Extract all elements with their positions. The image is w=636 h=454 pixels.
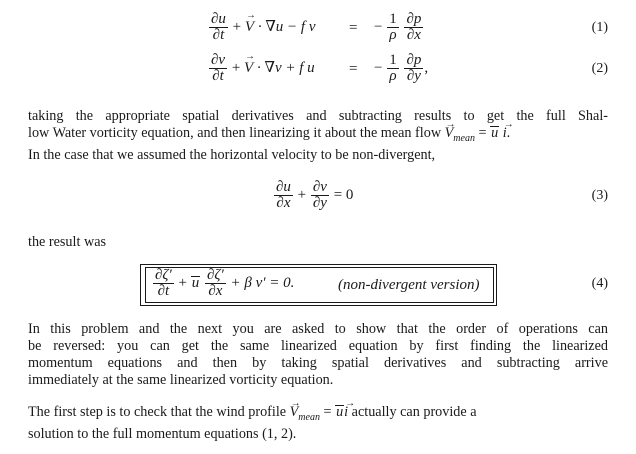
equals-sign: =	[349, 61, 358, 77]
equation-1-rhs: − $\frac{1}{\rho}$ $\frac{\partial p}{\partial x}$	[374, 11, 422, 43]
velocity-vector: → V	[244, 60, 253, 77]
partial-v-over-t: $\frac{\partial v}{\partial t}$	[211, 52, 226, 84]
paragraph-2: In this problem and the next you are asked to show that the order of operations can be reversed: you can get the same linearized equation by first finding the linearized momentum equations and then by taking spatial derivatives and subtracting arrive immediately at the same linearized vorticity equation.	[28, 321, 608, 388]
equation-number-2: (2)	[591, 61, 608, 76]
paragraph-3-line-1: The first step is to check that the wind profile → $V_{mean} = u\to i$ actually can provide a	[28, 404, 608, 426]
equals-sign: =	[349, 20, 358, 36]
paragraph-1-line-2: low Water vorticity equation, and then linearizing it about the mean flow → $V_{mean} = u \to i$.	[28, 125, 608, 147]
equation-4-note: (non-divergent version)	[338, 277, 480, 293]
equation-number-1: (1)	[591, 20, 608, 35]
equation-4-box	[140, 264, 497, 306]
u-bar: u	[191, 274, 200, 291]
unit-vector-i: → i	[344, 404, 348, 421]
equation-3: $\frac{\partial u}{\partial x}$ + $\frac{\partial v}{\partial y}$ = 0 (3)	[276, 179, 608, 211]
velocity-vector: → V	[245, 19, 254, 36]
equation-number-4: (4)	[591, 276, 608, 291]
paragraph-3: The first step is to check that the wind profile → $V_{mean} = u\to i$ actually can provide a solution to the full momentum equations (1, 2).	[28, 404, 608, 443]
equation-number-3: (3)	[591, 188, 608, 203]
equation-2	[0, 53, 636, 87]
equation-4: $\frac{\partial\zeta'}{\partial t}$ + u $\frac{\partial\zeta'}{\partial x}$ + β v′ = 0. (non-divergent version)	[145, 267, 494, 303]
partial-u-over-t: $\frac{\partial u}{\partial t}$	[211, 11, 226, 43]
unit-vector-i: → i	[503, 125, 507, 142]
paragraph-1: taking the appropriate spatial derivatives and subtracting results to get the full Shal- low Water vorticity equation, and then linearizing it about the mean flow → $V_{mean} = u \to i$. In the case that we assumed the horizontal velocity to be non-divergent,	[28, 108, 608, 164]
mean-velocity-vector: → V	[290, 404, 299, 421]
equation-1-lhs: $\frac{\partial u}{\partial t}$ + → V · ∇u − f v	[208, 12, 315, 43]
result-text: the result was	[28, 234, 107, 250]
equation-1	[0, 12, 636, 46]
mean-velocity-vector: → V	[445, 125, 454, 142]
u-bar: u	[336, 404, 344, 420]
u-bar: u	[491, 125, 499, 141]
equation-2-rhs: − $\frac{1}{\rho}$ $\frac{\partial p}{\partial y}$ ,	[374, 52, 429, 84]
equation-2-lhs: $\frac{\partial v}{\partial t}$ + → V · ∇v + f u	[208, 53, 315, 84]
